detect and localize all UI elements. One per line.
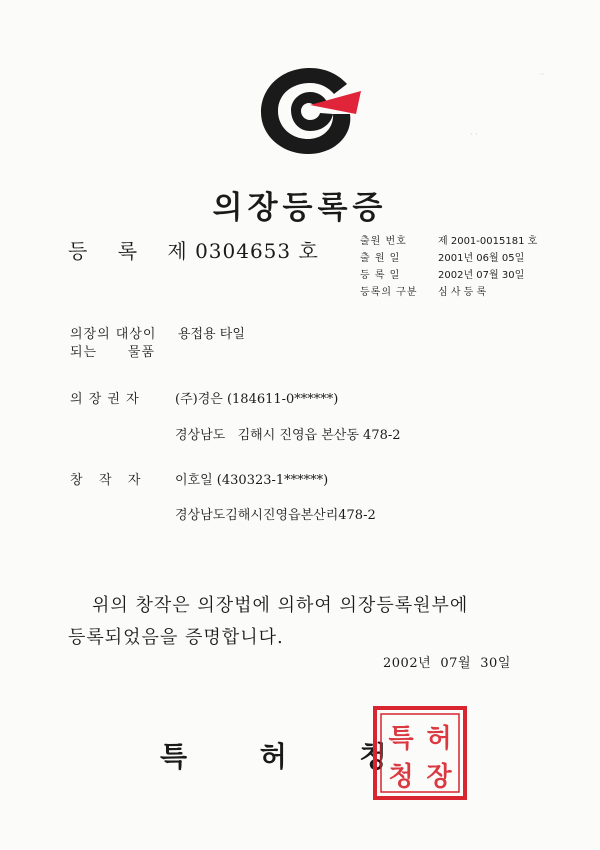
creator-label: 창 작 자 bbox=[70, 473, 142, 488]
reg-prefix-1: 등 bbox=[68, 239, 89, 263]
meta-value: 심 사 등 록 bbox=[438, 287, 487, 298]
svg-text:허: 허 bbox=[426, 724, 452, 754]
application-meta bbox=[360, 233, 537, 301]
issuer-char-3: 청 bbox=[359, 740, 387, 773]
statement-line1: 위의 창작은 의장법에 의하여 의장등록원부에 bbox=[92, 595, 469, 616]
meta-row bbox=[360, 250, 537, 267]
meta-label: 등록의 구분 bbox=[360, 287, 418, 298]
meta-label: 출 원 일 bbox=[360, 253, 401, 264]
reg-number: 0304653 bbox=[195, 239, 292, 263]
certification-statement bbox=[68, 590, 469, 654]
svg-text:청: 청 bbox=[388, 762, 414, 792]
meta-value: 2001년 06월 05일 bbox=[438, 253, 525, 264]
meta-row bbox=[360, 284, 537, 301]
official-seal-icon bbox=[372, 705, 468, 801]
reg-suffix: 호 bbox=[298, 239, 319, 263]
document-title: 의장등록증 bbox=[212, 190, 388, 226]
article-label-line2: 되는 물품 bbox=[70, 345, 156, 360]
article-value: 용접용 타일 bbox=[178, 327, 245, 342]
creator-name: 이호일 (430323-1******) bbox=[175, 473, 329, 488]
meta-row bbox=[360, 233, 537, 250]
holder-name: (주)경은 (184611-0******) bbox=[175, 392, 339, 407]
holder-label: 의 장 권 자 bbox=[70, 392, 140, 407]
reg-prefix-3: 제 bbox=[167, 239, 188, 263]
meta-value: 2002년 07월 30일 bbox=[438, 270, 525, 281]
svg-text:특: 특 bbox=[388, 724, 414, 754]
issue-date: 2002년 07월 30일 bbox=[383, 656, 511, 671]
registration-number bbox=[68, 235, 319, 264]
holder-address: 경상남도 김해시 진영읍 본산동 478-2 bbox=[175, 428, 401, 443]
svg-text:장: 장 bbox=[426, 762, 452, 792]
meta-label: 등 록 일 bbox=[360, 270, 401, 281]
government-emblem-icon bbox=[255, 62, 365, 157]
issuer-char-1: 특 bbox=[160, 740, 188, 773]
reg-prefix-2: 록 bbox=[117, 239, 139, 263]
meta-value: 제 2001-0015181 호 bbox=[438, 236, 538, 247]
statement-line2: 등록되었음을 증명합니다. bbox=[68, 627, 284, 648]
watermark-mark: · · bbox=[470, 130, 478, 139]
issuer-char-2: 허 bbox=[259, 740, 287, 773]
meta-label: 출원 번호 bbox=[360, 236, 407, 247]
article-label-line1: 의장의 대상이 bbox=[70, 327, 157, 342]
creator-address: 경상남도김해시진영읍본산리478-2 bbox=[175, 508, 376, 523]
meta-row bbox=[360, 267, 537, 284]
watermark-mark: ·· bbox=[540, 70, 546, 79]
